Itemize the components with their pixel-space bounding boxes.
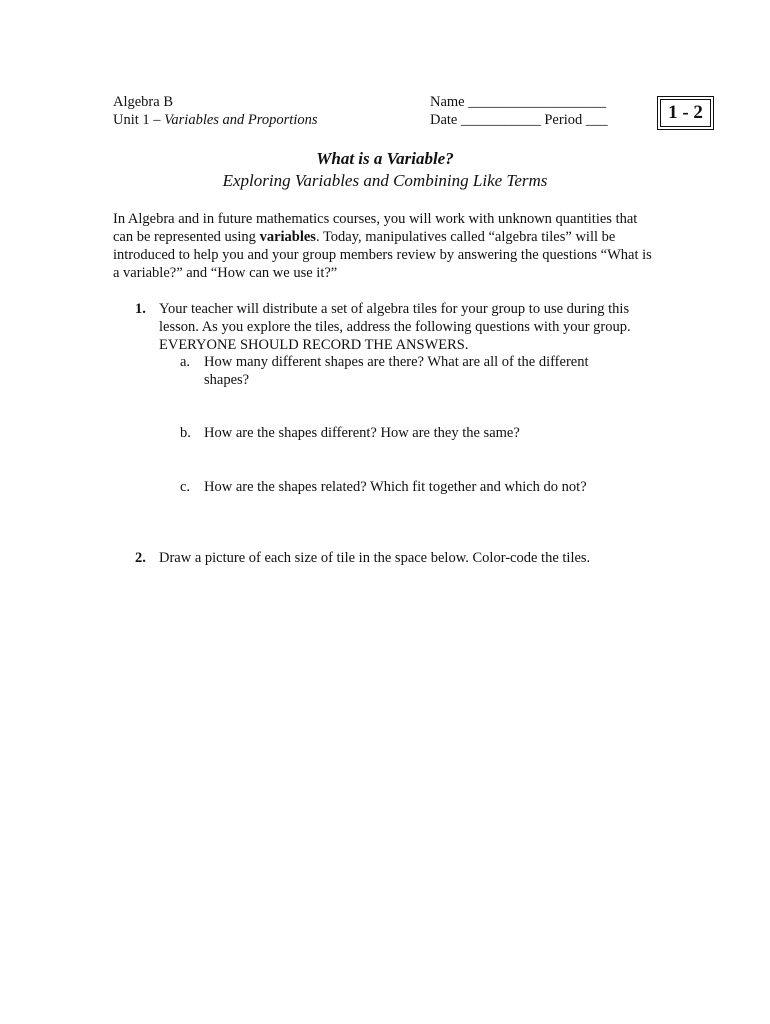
lesson-badge — [657, 96, 714, 130]
intro-text-after: . Today, manipulatives called “algebra tiles” will be introduced to help you and your group members review by answering the questions “What is a variable?” and “How can we use it?” — [113, 229, 652, 281]
question-1-part-a — [180, 353, 620, 389]
question-1-part-c — [180, 478, 620, 496]
name-line: Name ___________________ — [430, 94, 606, 110]
lesson-badge-label: 1 - 2 — [660, 99, 711, 127]
question-1 — [113, 300, 658, 354]
unit-prefix: Unit 1 – — [113, 112, 165, 128]
part-letter: a. — [180, 354, 191, 370]
unit-line — [113, 111, 318, 129]
part-text: How many different shapes are there? What are all of the different shapes? — [204, 354, 589, 388]
course-info — [113, 93, 318, 129]
intro-bold-term: variables — [259, 229, 316, 245]
date-period-line: Date ___________ Period ___ — [430, 112, 608, 128]
page-subtitle: Exploring Variables and Combining Like Terms — [222, 171, 548, 190]
question-2 — [113, 549, 658, 567]
part-text: How are the shapes related? Which fit together and which do not? — [204, 479, 587, 495]
question-text: Draw a picture of each size of tile in the space below. Color-code the tiles. — [159, 550, 591, 566]
page-title: What is a Variable? — [316, 149, 454, 168]
question-text: Your teacher will distribute a set of algebra tiles for your group to use during this lesson. As you explore the tiles, address the following questions with your group. EVERYONE SHOULD RECORD THE ANSWERS. — [159, 301, 631, 353]
unit-title: Variables and Proportions — [164, 112, 318, 128]
intro-text-before: In Algebra and in future mathematics courses, you will work with unknown quantities that can be represented using — [113, 211, 638, 245]
question-1-part-b — [180, 424, 620, 442]
part-text: How are the shapes different? How are they the same? — [204, 425, 520, 441]
question-number: 2. — [135, 550, 146, 566]
question-number: 1. — [135, 301, 146, 317]
part-letter: c. — [180, 479, 191, 495]
course-name: Algebra B — [113, 94, 173, 110]
intro-paragraph — [113, 210, 653, 282]
student-info — [430, 93, 608, 129]
worksheet-title — [0, 148, 770, 192]
part-letter: b. — [180, 425, 191, 441]
